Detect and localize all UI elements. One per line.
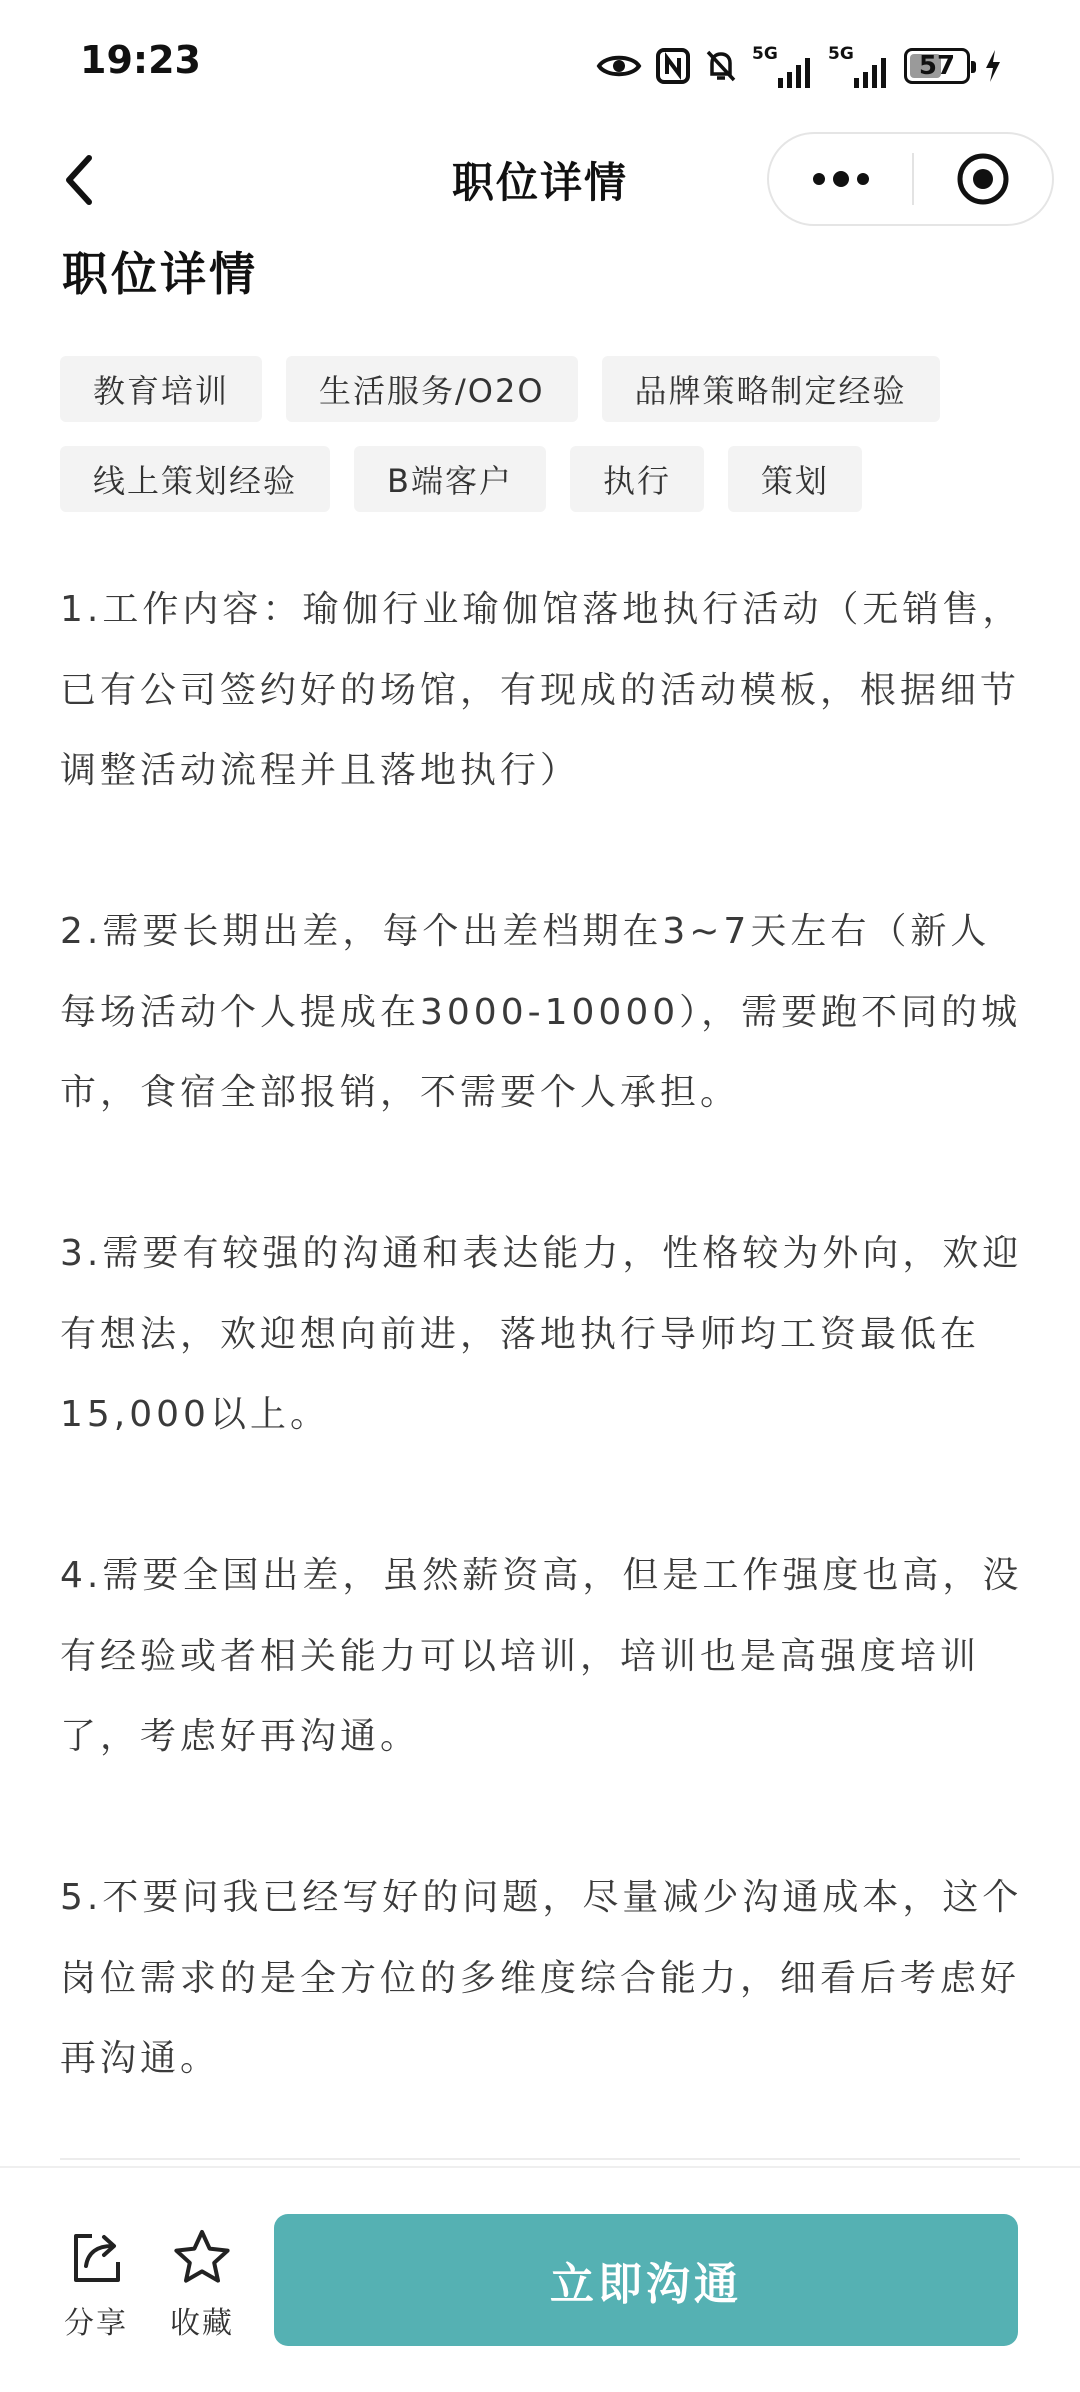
network-type-label-1: 5G [752,44,778,64]
page-title: 职位详情 [451,158,628,207]
share-icon [68,2228,124,2286]
job-tags [60,356,1030,512]
description-paragraph: 1.工作内容：瑜伽行业瑜伽馆落地执行活动（无销售，已有公司签约好的场馆，有现成的活动模板，根据细节调整活动流程并且落地执行） [60,589,1023,791]
description-paragraph: 4.需要全国出差，虽然薪资高，但是工作强度也高，没有经验或者相关能力可以培训，培训也是高强度培训了，考虑好再沟通。 [60,1555,1023,1757]
cellular-signal-1 [752,44,814,88]
more-dots-icon [809,169,873,189]
share-button[interactable] [56,2226,136,2342]
mini-program-capsule [767,132,1054,226]
share-label: 分享 [64,2306,128,2341]
tag-chip: 策划 [728,446,862,512]
close-mini-program-button[interactable] [914,134,1052,224]
tag-chip: 线上策划经验 [60,446,330,512]
status-time: 19:23 [80,38,201,82]
tag-chip: B端客户 [354,446,546,512]
charging-bolt-icon [984,49,1002,83]
more-options-button[interactable] [769,134,912,224]
description-paragraph: 5.不要问我已经写好的问题，尽量减少沟通成本，这个岗位需求的是全方位的多维度综合能力，细看后考虑好再沟通。 [60,1877,1023,2079]
status-icons [596,44,1002,88]
tag-chip: 执行 [570,446,704,512]
nfc-icon [656,48,690,84]
eye-icon [596,51,642,81]
favorite-label: 收藏 [170,2306,234,2341]
bottom-action-bar [0,2166,1080,2392]
target-circle-icon [955,151,1011,207]
signal-bars-icon [774,56,814,88]
content-divider [60,2158,1020,2160]
network-type-label-2: 5G [828,44,854,64]
navigation-bar [0,130,1080,230]
mute-bell-icon [704,48,738,84]
tag-chip: 生活服务/O2O [286,356,578,422]
job-description [60,570,1028,2180]
status-bar [0,0,1080,130]
battery-indicator [904,48,970,84]
signal-bars-icon [850,56,890,88]
star-icon [172,2228,232,2286]
favorite-button[interactable] [162,2226,242,2342]
tag-chip: 品牌策略制定经验 [602,356,940,422]
cellular-signal-2 [828,44,890,88]
battery-percent: 57 [918,51,956,81]
section-heading: 职位详情 [62,247,258,301]
description-paragraph: 3.需要有较强的沟通和表达能力，性格较为外向，欢迎有想法，欢迎想向前进，落地执行导师均工资最低在15,000以上。 [60,1233,1023,1435]
description-paragraph: 2.需要长期出差，每个出差档期在3~7天左右（新人每场活动个人提成在3000-10000），需要跑不同的城市，食宿全部报销，不需要个人承担。 [60,911,1022,1113]
chat-now-button[interactable]: 立即沟通 [274,2214,1018,2346]
tag-chip: 教育培训 [60,356,262,422]
